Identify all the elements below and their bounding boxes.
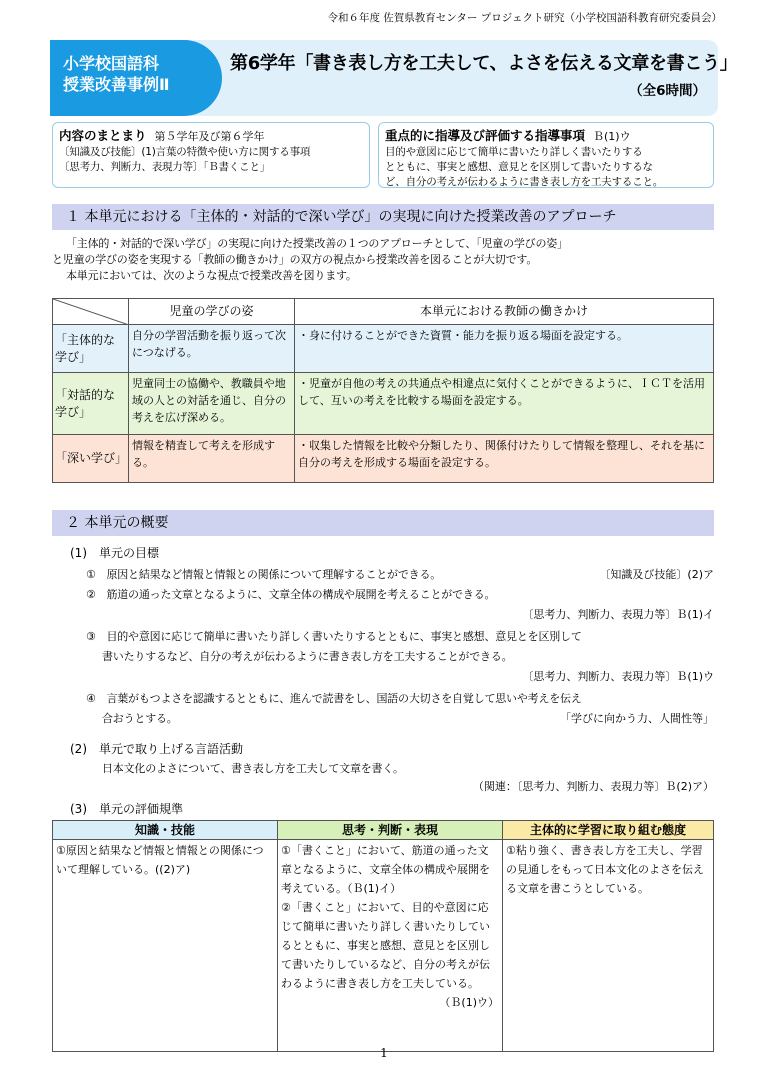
teacher-cell: ・身に付けることができた資質・能力を振り返る場面を設定する。 <box>295 325 714 373</box>
goal-tag: 〔知識及び技能〕(2)ア <box>599 568 714 581</box>
row-header: 「主体的な学び」 <box>53 325 129 373</box>
teacher-cell: ・児童が自他の考えの共通点や相違点に気付くことができるように、ＩＣＴを活用して、互いの考えを比較する場面を設定する。 <box>295 373 714 435</box>
row-header: 「対話的な学び」 <box>53 373 129 435</box>
pupil-cell: 児童同士の協働や、教職員や地域の人との対話を通じ、自分の考えを広げ深める。 <box>129 373 295 435</box>
subject-line2: 授業改善事例Ⅱ <box>63 75 170 94</box>
header-note: 令和６年度 佐賀県教育センター プロジェクト研究（小学校国語科教育研究委員会） <box>327 12 722 24</box>
criteria-header-attitude: 主体的に学習に取り組む態度 <box>503 821 714 840</box>
criteria-attitude-cell: ①粘り強く、書き表し方を工夫し、学習の見通しをもって日本文化のよさを伝える文章を書こうとしている。 <box>503 840 714 1052</box>
column-header: 本単元における教師の働きかけ <box>295 299 714 325</box>
unit-title: 第6学年「書き表し方を工夫して、よさを伝える文章を書こう」 <box>230 53 738 74</box>
subject-line1: 小学校国語科 <box>63 54 160 73</box>
approach-table <box>52 298 714 483</box>
goal-line: ③ 目的や意図に応じて簡単に書いたり詳しく書いたりするとともに、事実と感想、意見とを区別して <box>86 630 582 643</box>
paragraph-line: 本単元においては、次のような視点で授業改善を図ります。 <box>66 269 357 282</box>
criteria-thinking-cell <box>278 840 503 1052</box>
subsection-heading: (2) 単元で取り上げる言語活動 <box>70 742 243 756</box>
focus-item-heading: 重点的に指導及び評価する指導事項 Ｂ(1)ウ <box>385 128 631 143</box>
unit-hours: （全6時間） <box>629 83 706 99</box>
subsection-heading: (3) 単元の評価規準 <box>70 802 183 816</box>
content-summary-line: 〔思考力、判断力、表現力等〕「Ｂ書くこと」 <box>59 161 271 173</box>
criteria-thinking-tag: （Ｂ(1)ウ） <box>439 996 499 1009</box>
paragraph-line: 「主体的・対話的で深い学び」の実現に向けた授業改善の１つのアプローチとして、「児童の学びの姿」 <box>66 237 568 250</box>
column-header: 児童の学びの姿 <box>129 299 295 325</box>
focus-item-line: ど、自分の考えが伝わるように書き表し方を工夫すること。 <box>385 176 664 188</box>
goal-line: ① 原因と結果など情報と情報との関係について理解することができる。 <box>86 568 442 581</box>
goal-tag: 〔思考力、判断力、表現力等〕Ｂ(1)ウ <box>522 670 714 683</box>
section-heading: １ 本単元における「主体的・対話的で深い学び」の実現に向けた授業改善のアプローチ <box>52 204 714 230</box>
goal-line: 書いたりするなど、自分の考えが伝わるように書き表し方を工夫することができる。 <box>102 650 513 663</box>
goal-line: ④ 言葉がもつよさを認識するとともに、進んで読書をし、国語の大切さを自覚して思いや考えを伝え <box>86 692 582 705</box>
content-summary-grades: 第５学年及び第６学年 <box>154 130 265 143</box>
table-corner-cell <box>53 299 129 325</box>
activity-tag: （関連：〔思考力、判断力、表現力等〕Ｂ(2)ア） <box>472 780 714 793</box>
goal-tag: 「学びに向かう力、人間性等」 <box>560 712 714 725</box>
diagonal-line-icon <box>53 299 129 325</box>
table-row <box>53 373 714 435</box>
row-header: 「深い学び」 <box>53 435 129 483</box>
page-number: 1 <box>380 1046 388 1060</box>
table-row <box>53 840 714 1052</box>
criteria-thinking-item: ①「書くこと」において、筋道の通った文章となるように、文章全体の構成や展開を考えている。（Ｂ(1)イ） <box>281 844 490 895</box>
criteria-knowledge-cell: ①原因と結果など情報と情報との関係について理解している。((2)ア) <box>53 840 278 1052</box>
focus-item-line: 目的や意図に応じて簡単に書いたり詳しく書いたりする <box>385 146 643 158</box>
table-row <box>53 435 714 483</box>
content-summary-box <box>52 122 370 188</box>
subsection-heading: (1) 単元の目標 <box>70 546 159 560</box>
criteria-header-knowledge: 知識・技能 <box>53 821 278 840</box>
paragraph-line: と児童の学びの姿を実現する「教師の働きかけ」の双方の視点から授業改善を図ることが大切です。 <box>52 253 538 266</box>
goal-line: 合おうとする。 <box>102 712 178 725</box>
goal-line: ② 筋道の通った文章となるように、文章全体の構成や展開を考えることができる。 <box>86 588 496 601</box>
pupil-cell: 情報を精査して考えを形成する。 <box>129 435 295 483</box>
subject-badge <box>50 40 222 116</box>
focus-item-line: とともに、事実と感想、意見とを区別して書いたりするな <box>385 161 653 173</box>
teacher-cell: ・収集した情報を比較や分類したり、関係付けたりして情報を整理し、それを基に自分の考えを形成する場面を設定する。 <box>295 435 714 483</box>
pupil-cell: 自分の学習活動を振り返って次につなげる。 <box>129 325 295 373</box>
content-summary-line: 〔知識及び技能〕(1)言葉の特徴や使い方に関する事項 <box>59 146 311 158</box>
criteria-table <box>52 820 714 1052</box>
content-summary-heading: 内容のまとまり 第５学年及び第６学年 <box>59 128 265 143</box>
section-heading: ２ 本単元の概要 <box>52 510 714 536</box>
activity-text: 日本文化のよさについて、書き表し方を工夫して文章を書く。 <box>102 762 404 775</box>
focus-item-code: Ｂ(1)ウ <box>593 130 631 143</box>
focus-item-box <box>378 122 714 188</box>
goal-tag: 〔思考力、判断力、表現力等〕Ｂ(1)イ <box>522 608 714 621</box>
criteria-header-thinking: 思考・判断・表現 <box>278 821 503 840</box>
criteria-thinking-item: ②「書くこと」において、目的や意図に応じて簡単に書いたり詳しく書いたりしているとともに、事実と感想、意見とを区別して書いたりしているなど、自分の考えが伝わるように書き表し方を工夫している。 <box>281 901 490 990</box>
table-row <box>53 325 714 373</box>
